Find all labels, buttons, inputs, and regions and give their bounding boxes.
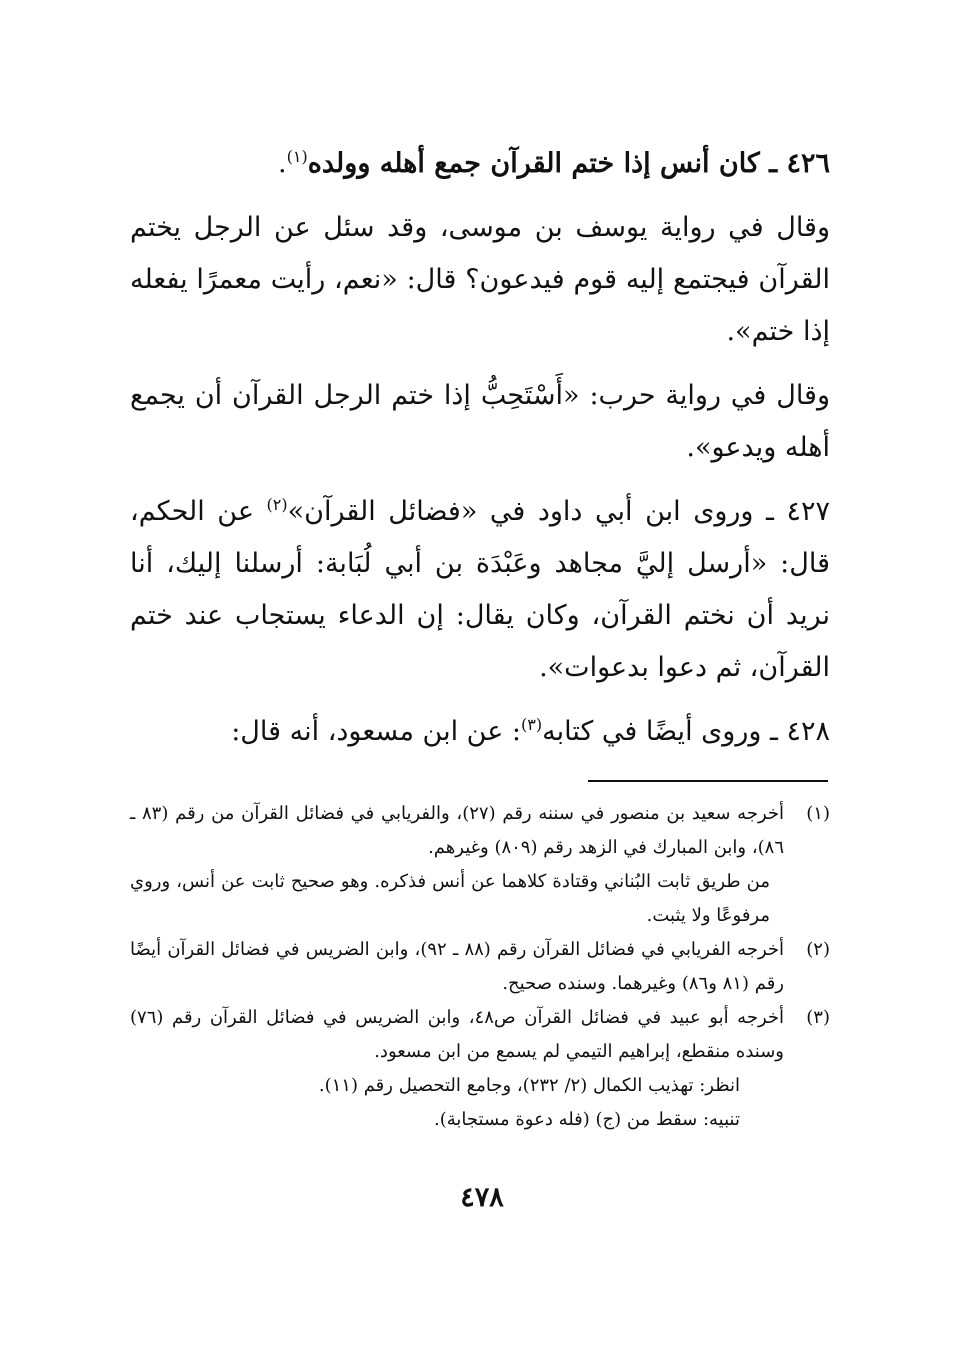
paragraph-text: ٤٢٦ ـ كان أنس إذا ختم القرآن جمع أهله وولده [307, 148, 830, 179]
footnote-separator [588, 780, 828, 782]
footnote-note: تنبيه: سقط من (ج) (فله دعوة مستجابة). [434, 1109, 740, 1130]
footnote-number: (٢) [806, 939, 830, 960]
paragraph-tail: : عن ابن مسعود، أنه قال: [231, 716, 522, 747]
footnote-3 [130, 1001, 830, 1137]
paragraph-428 [130, 706, 830, 758]
footnotes [130, 797, 830, 1137]
paragraph-text: وقال في رواية حرب: «أَسْتَحِبُّ إذا ختم الرجل القرآن أن يجمع أهله ويدعو». [130, 380, 830, 463]
footnote-text: أخرجه سعيد بن منصور في سننه رقم (٢٧)، والفريابي في فضائل القرآن من رقم (٨٣ ـ ٨٦)، وابن المبارك في الزهد رقم (٨٠٩) وغيرهم. [130, 803, 785, 858]
footnote-text: أخرجه الفريابي في فضائل القرآن رقم (٨٨ ـ ٩٢)، وابن الضريس في فضائل القرآن أيضًا رقم (٨١ و٨٦) وغيرهما. وسنده صحيح. [130, 939, 785, 994]
paragraph-yusuf-narration [130, 202, 830, 358]
paragraph-tail: . [278, 148, 287, 179]
footnote-extra: انظر: تهذيب الكمال (٢/ ٢٣٢)، وجامع التحصيل رقم (١١). [318, 1075, 740, 1096]
footnote-reference[interactable]: (٢) [266, 495, 288, 514]
paragraph-text: وقال في رواية يوسف بن موسى، وقد سئل عن الرجل يختم القرآن فيجتمع إليه قوم فيدعون؟ قال: «نعم، رأيت معمرًا يفعله إذا ختم». [130, 212, 830, 347]
footnote-1 [130, 797, 830, 933]
footnote-text: أخرجه أبو عبيد في فضائل القرآن ص٤٨، وابن الضريس في فضائل القرآن رقم (٧٦) وسنده منقطع، إبراهيم التيمي لم يسمع من ابن مسعود. [130, 1007, 784, 1062]
footnote-number: (٣) [806, 1007, 830, 1028]
paragraph-427 [130, 486, 830, 694]
footnote-reference[interactable]: (٣) [521, 715, 543, 734]
footnote-extra: من طريق ثابت البُناني وقتادة كلاهما عن أنس فذكره. وهو صحيح ثابت عن أنس، وروي مرفوعًا ولا يثبت. [130, 871, 770, 926]
footnote-2 [130, 933, 830, 1001]
paragraph-text: ٤٢٧ ـ وروى ابن أبي داود في «فضائل القرآن» [287, 496, 830, 527]
paragraph-tail: عن الحكم، قال: «أرسل إليَّ مجاهد وعَبْدَة بن أبي لُبَابة: أرسلنا إليك، أنا نريد أن نختم القرآن، وكان يقال: إن الدعاء يستجاب عند ختم القرآن، ثم دعوا بدعوات». [130, 496, 830, 683]
paragraph-text: ٤٢٨ ـ وروى أيضًا في كتابه [542, 716, 830, 747]
footnote-reference[interactable]: (١) [286, 147, 308, 166]
main-text [130, 138, 830, 758]
page-number: ٤٧٨ [460, 1182, 504, 1213]
paragraph-426 [130, 138, 830, 190]
footnote-number: (١) [806, 803, 830, 824]
paragraph-harb-narration [130, 370, 830, 474]
